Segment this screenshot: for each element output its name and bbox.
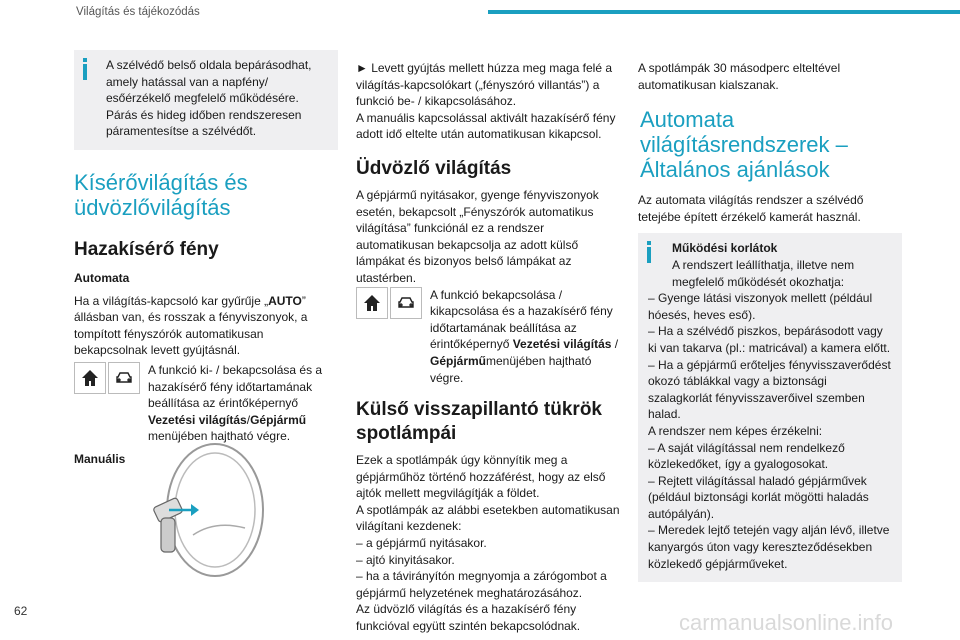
welcome-light-title: Üdvözlő világítás <box>356 157 512 179</box>
limits-note: Működési korlátok A rendszert leállíthatja, illetve nem megfelelő működését okozhatja: – Gyenge látási viszonyok mellett (például hóesés, heves eső). – Ha a szélvédő piszkos, bepárásodott vagy ki van takarva (pl.: matricával) a kamera előtt. – Ha a gépjármű erőteljes fényvisszaverődést okozó táblákkal vagy a biztonsági szalagkorlát fényvisszaverőivel szemben halad. A rendszer nem képes érzékelni: – A saját világítással nem rendelkező közlekedőket, így a gyalogosokat. – Rejtett világítással haladó gépjárművek (például biztonsági korlát mögötti haladás autópályán). – Meredek lejtő tetején vagy alján lévő, illetve kanyargós úton vagy kereszteződésekben közlekedő gépjárműveket. <box>638 233 902 582</box>
subsection-title: Hazakísérő fény <box>74 238 219 260</box>
note-title: Működési korlátok <box>672 241 778 256</box>
mirror-lights-title: Külső visszapillantó tükrök spotlámpái <box>356 399 602 445</box>
col3-p1: A spotlámpák 30 másodperc elteltével automatikusan kialszanak. <box>638 61 841 92</box>
info-icon <box>647 241 651 245</box>
col2-p4: A funkció bekapcsolása / kikapcsolása és a hazakísérő fény időtartamának beállítása az érintőképernyő Vezetési világítás / Gépjárműmenüjében hajtható végre. <box>430 287 619 385</box>
steering-wheel-illustration <box>145 440 265 580</box>
auto-lighting-title: Automata világításrendszerek – Általános ajánlások <box>640 107 848 183</box>
col2-p5: Ezek a spotlámpák úgy könnyítik meg a gépjárműhöz történő hozzáférést, hogy az első ajtók mellett megvilágítják a földet. <box>356 453 606 501</box>
home-icon <box>74 362 106 394</box>
col2-p7: Az üdvözlő világítás és a hazakísérő fény funkcióval együtt szintén bekapcsolódnak. <box>356 602 581 634</box>
col3-p2: Az automata világítás rendszer a szélvédő tetejébe épített érzékelő kamerát használ. <box>638 193 864 224</box>
col2-p1: ► Levett gyújtás mellett húzza meg maga felé a világítás-kapcsolókart („fényszóró villantás”) a funkció be- / kikapcsolásához. <box>356 61 613 109</box>
watermark: carmanualsonline.info <box>679 610 894 635</box>
note-text: A szélvédő belső oldala bepárásodhat, amely hatással van a napfény/ esőérzékelő megfelelő működésére. Párás és hideg időben rendszeresen páramentesítse a szélvédőt. <box>106 58 312 139</box>
col2-p6: A spotlámpák az alábbi esetekben automatikusan világítani kezdenek: <box>356 502 620 534</box>
column-1 <box>74 50 338 468</box>
col2-p2: A manuális kapcsolással aktivált hazakísérő fény adott idő eltelte után automatikusan kikapcsol. <box>356 110 616 142</box>
manual-title: Manuális <box>74 451 126 466</box>
home-icon <box>356 287 388 319</box>
info-icon <box>83 58 87 62</box>
running-header: Világítás és tájékozódás <box>76 6 200 18</box>
page-number: 62 <box>14 604 28 618</box>
auto-title: Automata <box>74 270 130 285</box>
section-title: Kísérővilágítás és üdvözlővilágítás <box>74 169 248 220</box>
auto-paragraph: Ha a világítás-kapcsoló kar gyűrűje „AUTO” állásban van, és rosszak a fényviszonyok, a tompított fényszórók automatikusan bekapcsolnak levett gyújtásnál. <box>74 293 308 358</box>
list-item: – ha a távirányítón megnyomja a zárógombot a gépjármű helyzetének meghatározásához. <box>356 569 607 600</box>
car-icon <box>390 287 422 319</box>
column-2 <box>356 60 620 635</box>
list-item: – a gépjármű nyitásakor. <box>356 536 487 551</box>
column-3 <box>638 60 902 582</box>
header-accent-bar <box>488 10 960 14</box>
car-icon <box>108 362 140 394</box>
info-note <box>74 50 338 150</box>
col2-p3: A gépjármű nyitásakor, gyenge fényviszonyok esetén, bekapcsolt „Fényszórók automatikus világítása” funkciónál ez a rendszer automatikusan bekapcsolja az adott külső lámpákat és bizonyos belső lámpákat az utastérben. <box>356 187 599 285</box>
list-item: – ajtó kinyitásakor. <box>356 552 455 567</box>
auto-p2-lead: A funkció ki- / bekapcsolása és a hazakísérő fény időtartamának beállítása az érintőképernyő Vezetési világítás/Gépjármű menüjében hajtható végre. <box>148 362 323 444</box>
